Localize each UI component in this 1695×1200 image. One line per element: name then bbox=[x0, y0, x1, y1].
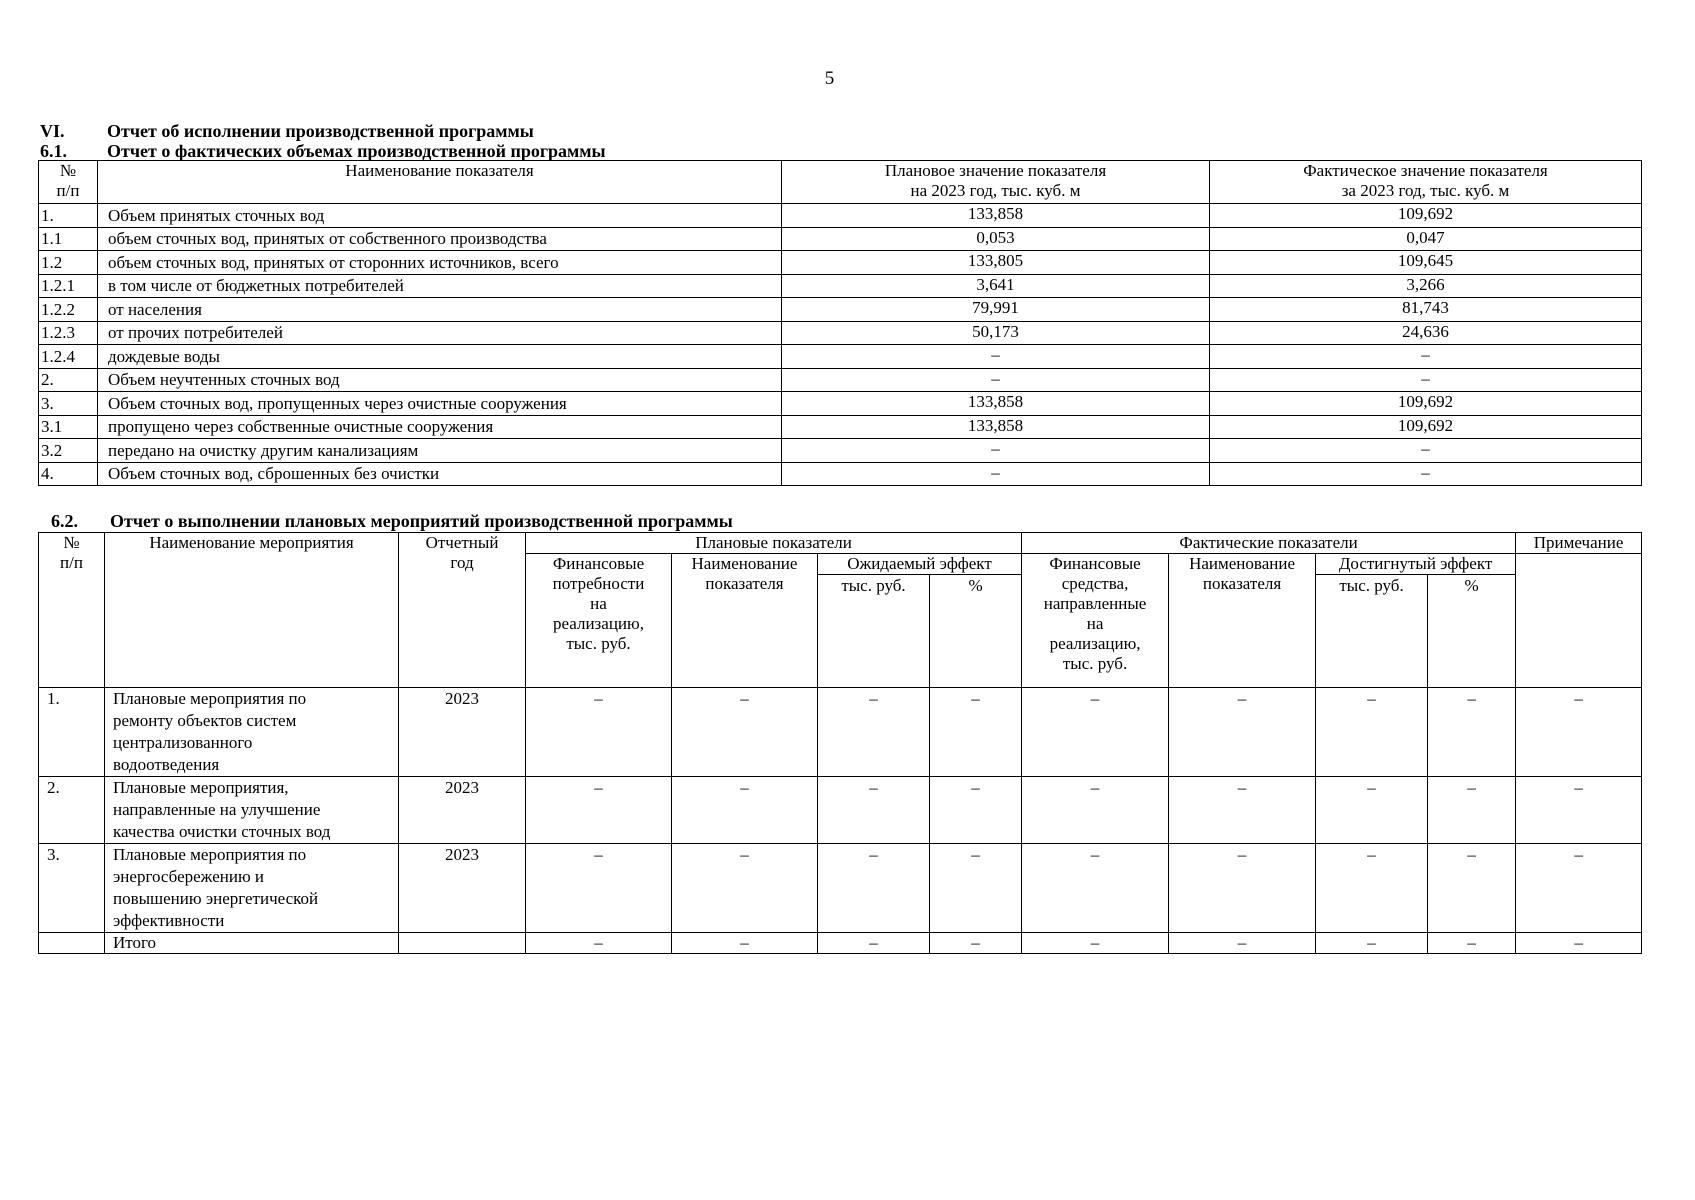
row-fact-value: 109,692 bbox=[1210, 204, 1642, 228]
row-plan-value: 133,858 bbox=[782, 204, 1210, 228]
subsection-2-title: Отчет о выполнении плановых мероприятий производственной программы bbox=[110, 511, 733, 531]
plan-indicator-line: Наименование bbox=[691, 554, 798, 573]
measure-name-line: направленные на улучшение bbox=[113, 800, 321, 819]
section-number: VI. bbox=[40, 121, 65, 141]
measures-header-plan-effect: Ожидаемый эффект bbox=[818, 554, 1022, 575]
row-fact-value: – bbox=[1210, 345, 1642, 369]
measure-value: – bbox=[1316, 844, 1428, 933]
measures-header-plan-pct: % bbox=[930, 575, 1022, 688]
measure-year: 2023 bbox=[399, 777, 526, 844]
measure-value: – bbox=[1316, 688, 1428, 777]
table-row bbox=[39, 227, 1642, 251]
measure-value: – bbox=[818, 688, 930, 777]
table-row bbox=[39, 274, 1642, 298]
fact-fin-line: Финансовые bbox=[1049, 554, 1141, 573]
measure-name-line: ремонту объектов систем bbox=[113, 711, 297, 730]
row-plan-value: 133,858 bbox=[782, 415, 1210, 439]
measure-num: 3. bbox=[39, 844, 105, 933]
measure-name-line: Плановые мероприятия по bbox=[113, 689, 307, 708]
measure-value: – bbox=[526, 844, 672, 933]
measure-value: – bbox=[1516, 933, 1642, 954]
table-row bbox=[39, 415, 1642, 439]
row-indicator-name: Объем сточных вод, сброшенных без очистки bbox=[98, 462, 782, 486]
header-fact-line1: Фактическое значение показателя bbox=[1303, 161, 1548, 180]
fact-fin-line: направленные bbox=[1043, 594, 1147, 613]
table-row bbox=[39, 688, 1642, 777]
row-num: 1.2.4 bbox=[39, 345, 98, 369]
row-fact-value: 3,266 bbox=[1210, 274, 1642, 298]
fact-indicator-line: Наименование bbox=[1189, 554, 1295, 573]
row-indicator-name: Объем сточных вод, пропущенных через очистные сооружения bbox=[98, 392, 782, 416]
plan-fin-line: на bbox=[590, 594, 607, 613]
header-plan-line1: Плановое значение показателя bbox=[884, 161, 1107, 180]
measures-header-plan-group: Плановые показатели bbox=[526, 533, 1022, 554]
measure-name bbox=[105, 844, 399, 933]
row-num: 1.2 bbox=[39, 251, 98, 275]
measure-name: Итого bbox=[105, 933, 399, 954]
measures-header-fact-effect: Достигнутый эффект bbox=[1316, 554, 1516, 575]
volumes-table bbox=[38, 160, 1642, 486]
measure-value: – bbox=[672, 933, 818, 954]
fact-fin-line: на bbox=[1086, 614, 1104, 633]
header-plan-line2: на 2023 год, тыс. куб. м bbox=[910, 181, 1081, 200]
table-row bbox=[39, 439, 1642, 463]
measure-name-line: водоотведения bbox=[113, 755, 220, 774]
plan-fin-line: реализацию, bbox=[553, 614, 644, 633]
row-num: 3.2 bbox=[39, 439, 98, 463]
row-plan-value: 3,641 bbox=[782, 274, 1210, 298]
row-indicator-name: Объем принятых сточных вод bbox=[98, 204, 782, 228]
row-indicator-name: Объем неучтенных сточных вод bbox=[98, 368, 782, 392]
measure-value: – bbox=[1316, 777, 1428, 844]
measures-header-num bbox=[39, 533, 105, 688]
measures-header-year-line1: Отчетный bbox=[425, 533, 499, 552]
measures-header-fact-rub: тыс. руб. bbox=[1316, 575, 1428, 688]
measure-num: 2. bbox=[39, 777, 105, 844]
table-row bbox=[39, 251, 1642, 275]
measure-name-line: Плановые мероприятия, bbox=[113, 778, 289, 797]
volumes-table-header bbox=[39, 161, 1642, 204]
table-row bbox=[39, 321, 1642, 345]
measures-header-plan-indicator bbox=[672, 554, 818, 688]
row-plan-value: – bbox=[782, 345, 1210, 369]
table-row bbox=[39, 462, 1642, 486]
row-plan-value: 133,858 bbox=[782, 392, 1210, 416]
row-plan-value: – bbox=[782, 368, 1210, 392]
measure-name-line: эффективности bbox=[113, 911, 225, 930]
table-row bbox=[39, 392, 1642, 416]
measure-name-line: централизованного bbox=[113, 733, 253, 752]
table-row bbox=[39, 777, 1642, 844]
measure-value: – bbox=[930, 777, 1022, 844]
measure-value: – bbox=[1022, 844, 1169, 933]
measure-year bbox=[399, 933, 526, 954]
table-row bbox=[39, 298, 1642, 322]
measures-header-fact-pct: % bbox=[1428, 575, 1516, 688]
fact-fin-line: средства, bbox=[1061, 574, 1129, 593]
row-num: 2. bbox=[39, 368, 98, 392]
measure-value: – bbox=[526, 777, 672, 844]
measures-header-num-line2: п/п bbox=[60, 553, 83, 572]
row-num: 1.1 bbox=[39, 227, 98, 251]
measure-num: 1. bbox=[39, 688, 105, 777]
row-plan-value: – bbox=[782, 462, 1210, 486]
subsection-2-heading bbox=[51, 511, 733, 531]
measure-value: – bbox=[930, 688, 1022, 777]
measures-header-year-line2: год bbox=[450, 553, 474, 572]
measure-value: – bbox=[1428, 844, 1516, 933]
measure-value: – bbox=[1428, 688, 1516, 777]
measure-value: – bbox=[930, 844, 1022, 933]
row-num: 1.2.1 bbox=[39, 274, 98, 298]
measures-header-note: Примечание bbox=[1516, 533, 1642, 554]
measure-value: – bbox=[1169, 688, 1316, 777]
measure-value: – bbox=[1516, 777, 1642, 844]
header-num bbox=[39, 161, 98, 204]
row-indicator-name: от населения bbox=[98, 298, 782, 322]
row-fact-value: – bbox=[1210, 462, 1642, 486]
plan-fin-line: Финансовые bbox=[552, 554, 645, 573]
row-num: 3. bbox=[39, 392, 98, 416]
row-indicator-name: в том числе от бюджетных потребителей bbox=[98, 274, 782, 298]
measure-value: – bbox=[1516, 844, 1642, 933]
row-indicator-name: объем сточных вод, принятых от сторонних источников, всего bbox=[98, 251, 782, 275]
header-fact-line2: за 2023 год, тыс. куб. м bbox=[1341, 181, 1510, 200]
row-num: 3.1 bbox=[39, 415, 98, 439]
measures-header-fact-fin bbox=[1022, 554, 1169, 688]
row-indicator-name: от прочих потребителей bbox=[98, 321, 782, 345]
header-indicator-name: Наименование показателя bbox=[98, 161, 782, 204]
measure-name-line: повышению энергетической bbox=[113, 889, 319, 908]
measure-value: – bbox=[818, 933, 930, 954]
row-plan-value: 79,991 bbox=[782, 298, 1210, 322]
row-num: 1. bbox=[39, 204, 98, 228]
row-indicator-name: пропущено через собственные очистные сооружения bbox=[98, 415, 782, 439]
section-heading bbox=[40, 121, 534, 141]
measure-name-line: Плановые мероприятия по bbox=[113, 845, 307, 864]
row-num: 4. bbox=[39, 462, 98, 486]
row-fact-value: 81,743 bbox=[1210, 298, 1642, 322]
table-row bbox=[39, 844, 1642, 933]
measure-value: – bbox=[1022, 777, 1169, 844]
measure-value: – bbox=[1169, 844, 1316, 933]
measure-value: – bbox=[1516, 688, 1642, 777]
fact-indicator-line: показателя bbox=[1202, 574, 1282, 593]
row-plan-value: 50,173 bbox=[782, 321, 1210, 345]
header-num-line1: № bbox=[59, 161, 77, 180]
row-indicator-name: передано на очистку другим канализациям bbox=[98, 439, 782, 463]
measure-value: – bbox=[1169, 933, 1316, 954]
measure-year: 2023 bbox=[399, 688, 526, 777]
measure-value: – bbox=[672, 688, 818, 777]
measure-value: – bbox=[1022, 688, 1169, 777]
measures-header-note-blank bbox=[1516, 554, 1642, 688]
row-fact-value: 0,047 bbox=[1210, 227, 1642, 251]
plan-fin-line: потребности bbox=[552, 574, 645, 593]
row-num: 1.2.3 bbox=[39, 321, 98, 345]
row-indicator-name: дождевые воды bbox=[98, 345, 782, 369]
measure-name-line: качества очистки сточных вод bbox=[113, 822, 331, 841]
subsection-1-heading bbox=[40, 141, 606, 161]
measure-value: – bbox=[1428, 933, 1516, 954]
subsection-1-title: Отчет о фактических объемах производственной программы bbox=[107, 141, 606, 161]
row-fact-value: – bbox=[1210, 368, 1642, 392]
row-fact-value: 24,636 bbox=[1210, 321, 1642, 345]
table-row bbox=[39, 933, 1642, 954]
row-plan-value: 133,805 bbox=[782, 251, 1210, 275]
table-row bbox=[39, 345, 1642, 369]
measure-value: – bbox=[526, 933, 672, 954]
row-indicator-name: объем сточных вод, принятых от собственного производства bbox=[98, 227, 782, 251]
row-num: 1.2.2 bbox=[39, 298, 98, 322]
plan-fin-line: тыс. руб. bbox=[566, 634, 631, 653]
measures-header-year bbox=[399, 533, 526, 688]
measure-value: – bbox=[672, 844, 818, 933]
measure-value: – bbox=[818, 777, 930, 844]
table-row bbox=[39, 204, 1642, 228]
measure-value: – bbox=[818, 844, 930, 933]
measures-header-fact-indicator bbox=[1169, 554, 1316, 688]
measure-num bbox=[39, 933, 105, 954]
measures-header-plan-rub: тыс. руб. bbox=[818, 575, 930, 688]
plan-indicator-line: показателя bbox=[705, 574, 784, 593]
header-fact-value bbox=[1210, 161, 1642, 204]
measure-name bbox=[105, 777, 399, 844]
measures-header-num-line1: № bbox=[63, 533, 80, 552]
subsection-1-number: 6.1. bbox=[40, 141, 67, 161]
measure-value: – bbox=[526, 688, 672, 777]
measure-value: – bbox=[930, 933, 1022, 954]
fact-fin-line: реализацию, bbox=[1049, 634, 1141, 653]
header-num-line2: п/п bbox=[56, 181, 80, 200]
row-fact-value: 109,692 bbox=[1210, 392, 1642, 416]
measure-value: – bbox=[1428, 777, 1516, 844]
measure-name bbox=[105, 688, 399, 777]
measure-value: – bbox=[1169, 777, 1316, 844]
section-title: Отчет об исполнении производственной программы bbox=[107, 121, 534, 141]
measures-table bbox=[38, 532, 1642, 954]
fact-fin-line: тыс. руб. bbox=[1062, 654, 1128, 673]
page-number: 5 bbox=[824, 68, 835, 89]
measures-header-name: Наименование мероприятия bbox=[105, 533, 399, 688]
measures-header-fact-group: Фактические показатели bbox=[1022, 533, 1516, 554]
measure-year: 2023 bbox=[399, 844, 526, 933]
measure-name-line: энергосбережению и bbox=[113, 867, 264, 886]
measure-value: – bbox=[672, 777, 818, 844]
table-row bbox=[39, 368, 1642, 392]
subsection-2-number: 6.2. bbox=[51, 511, 78, 531]
measure-value: – bbox=[1022, 933, 1169, 954]
row-plan-value: 0,053 bbox=[782, 227, 1210, 251]
row-fact-value: 109,692 bbox=[1210, 415, 1642, 439]
header-plan-value bbox=[782, 161, 1210, 204]
measure-value: – bbox=[1316, 933, 1428, 954]
row-fact-value: 109,645 bbox=[1210, 251, 1642, 275]
measures-header-row-1 bbox=[39, 533, 1642, 554]
row-plan-value: – bbox=[782, 439, 1210, 463]
row-fact-value: – bbox=[1210, 439, 1642, 463]
measures-header-plan-fin bbox=[526, 554, 672, 688]
